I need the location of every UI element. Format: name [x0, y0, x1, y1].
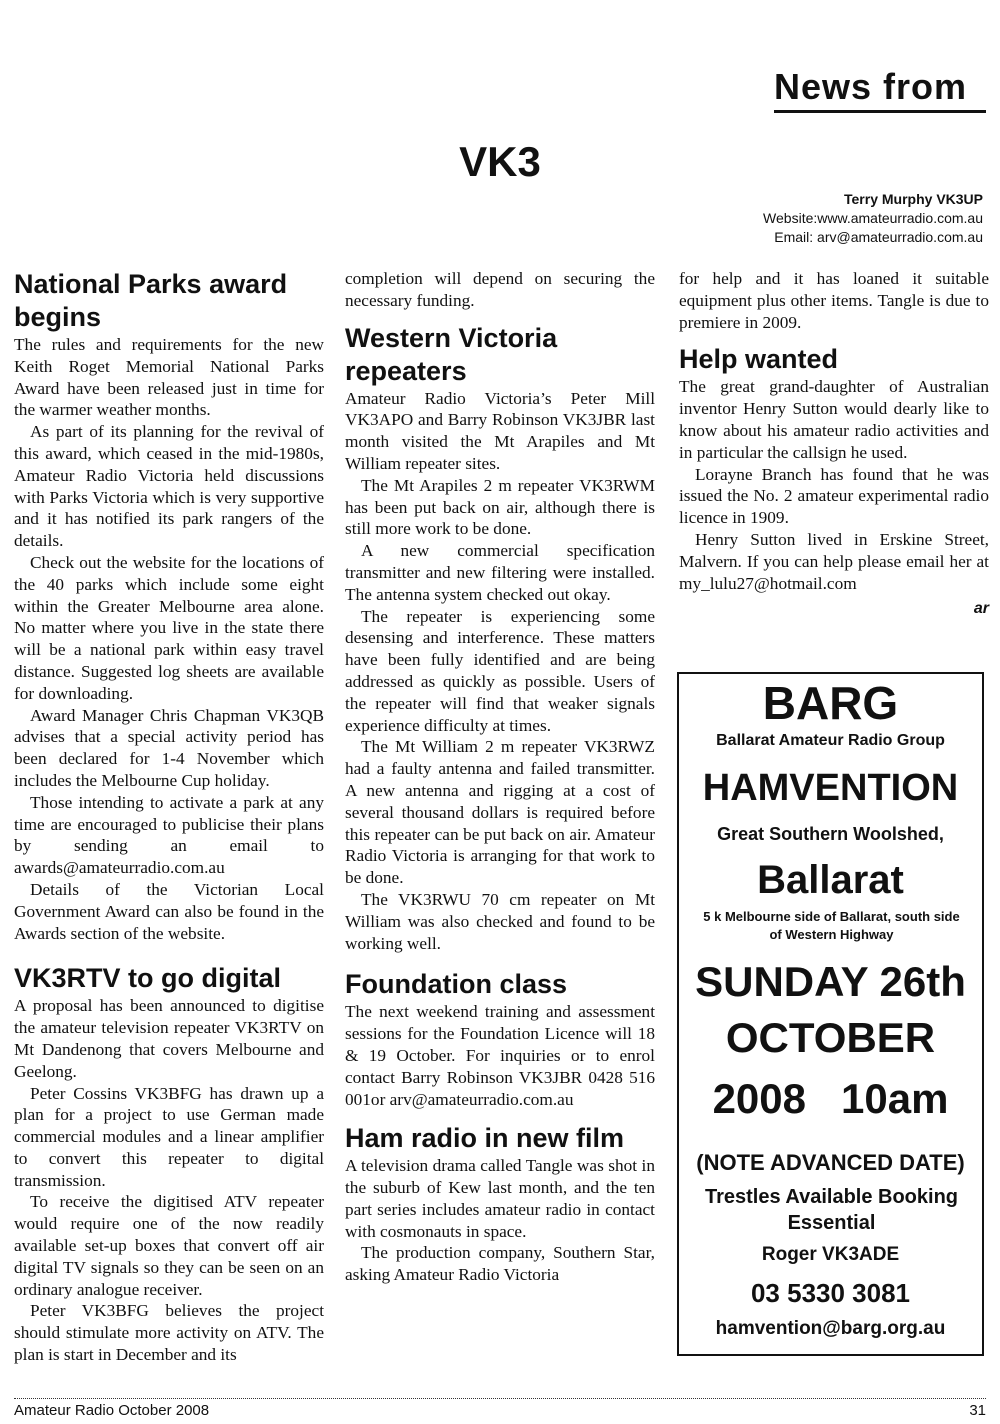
ad-date-month: OCTOBER: [725, 1014, 936, 1061]
paragraph: As part of its planning for the revival of this award, which ceased in the mid-1980s, Amateur Radio Victoria held discussions with Parks Victoria which is very supportive and it has notified its park rangers of the details.: [14, 422, 324, 551]
paragraph: The Mt Arapiles 2 m repeater VK3RWM has been put back on air, although there is still more work to be done.: [345, 475, 655, 539]
heading-ham-radio-film: Ham radio in new film: [345, 1123, 625, 1154]
email-line[interactable]: Email: arv@amateurradio.com.au: [774, 229, 983, 245]
ad-location: 5 k Melbourne side of Ballarat, south side of Western Highway: [703, 909, 960, 942]
ad-org-full: Ballarat Amateur Radio Group: [716, 732, 945, 749]
byline: [763, 190, 983, 247]
hamvention-advertisement: [677, 672, 984, 1356]
paragraph: The repeater is experiencing some desensing and interference. These matters have been fully identified and are being addressed as quickly as possible. Users of the repeater will find that weaker signals experience difficulty at times.: [345, 606, 655, 735]
column-3: [679, 268, 989, 620]
ad-phone: 03 5330 3081: [750, 1278, 911, 1308]
heading-help-wanted: Help wanted: [679, 344, 839, 375]
ad-email[interactable]: hamvention@barg.org.au: [715, 1318, 946, 1339]
paragraph: The rules and requirements for the new Keith Roget Memorial National Parks Award have been released just in time for the warmer weather months.: [14, 335, 324, 420]
heading-foundation-class: Foundation class: [345, 969, 568, 1000]
paragraph: The VK3RWU 70 cm repeater on Mt William was also checked and found to be working well.: [345, 889, 655, 953]
footer-publication: Amateur Radio October 2008: [14, 1402, 210, 1419]
ad-event: HAMVENTION: [702, 767, 959, 809]
paragraph: Peter Cossins VK3BFG has drawn up a plan for a project to use German made commercial modules and a linear amplifier to convert this repeater to digital transmission.: [14, 1083, 324, 1190]
paragraph: A new commercial specification transmitter and new filtering were installed. The antenna system checked out okay.: [345, 541, 655, 604]
section-banner: News from: [774, 66, 968, 107]
website-line[interactable]: Website:www.amateurradio.com.au: [763, 210, 983, 226]
paragraph: Peter VK3BFG believes the project should stimulate more activity on ATV. The plan is start in December and its: [14, 1301, 324, 1365]
paragraph: The Mt William 2 m repeater VK3RWZ had a faulty antenna and failed transmitter. A new antenna and rigging at a cost of several thousand dollars is required before this repeater can be put back on air. Amateur Radio Victoria is arranging for that work to be done.: [345, 737, 655, 888]
paragraph: A proposal has been announced to digitise the amateur television repeater VK3RTV on Mt Dandenong that covers Melbourne and Geelong.: [14, 996, 324, 1081]
paragraph: Details of the Victorian Local Government Award can also be found in the Awards section of the website.: [14, 879, 324, 943]
heading-vk3rtv: VK3RTV to go digital: [14, 963, 281, 994]
page-number: 31: [969, 1402, 986, 1419]
paragraph: Those intending to activate a park at any time are encouraged to publicise their plans by sending an email to awards@amateurradio.com.au: [14, 792, 324, 878]
heading-western-victoria: Western Victoria repeaters: [345, 322, 558, 386]
paragraph: The production company, Southern Star, asking Amateur Radio Victoria: [345, 1243, 655, 1285]
ad-venue: Great Southern Woolshed,: [717, 824, 944, 844]
paragraph: Amateur Radio Victoria’s Peter Mill VK3APO and Barry Robinson VK3JBR last month visited the Mt Arapiles and Mt William repeater sites.: [345, 388, 655, 473]
ad-note: (NOTE ADVANCED DATE): [696, 1150, 965, 1175]
page-title: VK3: [459, 138, 541, 185]
paragraph: Henry Sutton lived in Erskine Street, Malvern. If you can help please email her at my_lulu27@hotmail.com: [679, 529, 989, 593]
paragraph: To receive the digitised ATV repeater would require one of the now readily available set-up boxes that convert off air digital TV signals so they can be seen on an ordinary analogue receiver.: [14, 1192, 324, 1299]
ad-date-day: SUNDAY 26th: [695, 958, 966, 1005]
ad-org: BARG: [762, 677, 899, 729]
column-1: [14, 268, 324, 1366]
ad-contact: Roger VK3ADE: [761, 1244, 900, 1265]
paragraph: Check out the website for the locations of the 40 parks which include some eight within the Greater Melbourne area alone. No matter where you live in the state there will be a national park within easy travel distance. Suggested log sheets are available for downloading.: [14, 552, 324, 703]
column-2: [345, 268, 655, 1286]
paragraph: Award Manager Chris Chapman VK3QB advises that a special activity period has been declared for 1-4 November which includes the Melbourne Cup holiday.: [14, 705, 324, 790]
paragraph: A television drama called Tangle was shot in the suburb of Kew last month, and the ten part series includes amateur radio in contact with cosmonauts in space.: [345, 1156, 655, 1241]
banner-rule: [774, 110, 986, 113]
heading-national-parks: National Parks award begins: [14, 269, 288, 332]
ad-city: Ballarat: [757, 858, 904, 902]
paragraph: Lorayne Branch has found that he was issued the No. 2 amateur experimental radio licence in 1909.: [679, 464, 989, 528]
ad-date-year-time: 2008 10am: [712, 1075, 949, 1122]
author-name: Terry Murphy VK3UP: [844, 191, 983, 207]
paragraph: The next weekend training and assessment sessions for the Foundation Licence will 18 & 19 October. For inquiries or to enrol contact Barry Robinson VK3JBR 0428 516 001or arv@amateurradio.com.au: [345, 1002, 655, 1109]
ad-trestles: Trestles Available Booking Essential: [704, 1186, 959, 1234]
footer-rule: [14, 1398, 986, 1399]
paragraph: The great grand-daughter of Australian inventor Henry Sutton would dearly like to know about his amateur radio activities and in particular the callsign he used.: [679, 377, 989, 462]
paragraph: completion will depend on securing the necessary funding.: [345, 269, 655, 310]
paragraph: for help and it has loaned it suitable equipment plus other items. Tangle is due to premiere in 2009.: [679, 269, 989, 332]
end-mark: ar: [973, 600, 989, 618]
